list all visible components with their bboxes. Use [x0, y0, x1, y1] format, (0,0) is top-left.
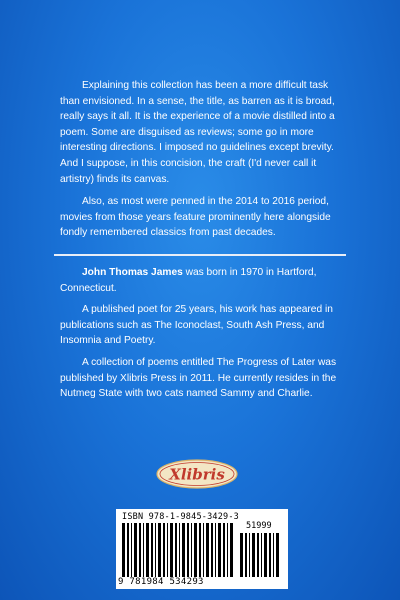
- supplement-barcode: [240, 533, 282, 577]
- barcode-bar: [240, 533, 243, 577]
- barcode-bar: [203, 523, 204, 577]
- section-divider: [54, 254, 346, 256]
- barcode-bar: [206, 523, 209, 577]
- barcode-bar: [230, 523, 233, 577]
- barcode-bar: [257, 533, 259, 577]
- barcode-bar: [187, 523, 189, 577]
- bio-paragraph-3: A collection of poems entitled The Progress of Later was published by Xlibris Press in 2011. He currently resides in the Nutmeg State with two cats named Sammy and Charlie.: [60, 356, 337, 400]
- barcode-bar: [139, 523, 141, 577]
- barcode-bar: [122, 523, 125, 577]
- ean-digits: 9 781984 534293: [118, 577, 204, 587]
- author-bio: [60, 265, 345, 408]
- xlibris-logo: [156, 459, 238, 489]
- barcode-bar: [170, 523, 173, 577]
- barcode-bar: [146, 523, 149, 577]
- barcode-bar: [261, 533, 262, 577]
- barcode-bar: [273, 533, 274, 577]
- barcode-bar: [264, 533, 267, 577]
- barcode-bar: [151, 523, 153, 577]
- ean-barcode: [122, 523, 236, 577]
- barcode-area: [116, 509, 288, 589]
- isbn-label: ISBN 978-1-9845-3429-3: [122, 512, 239, 522]
- barcode-bar: [252, 533, 255, 577]
- barcode-bar: [175, 523, 177, 577]
- barcode-bar: [245, 533, 247, 577]
- barcode-bar: [194, 523, 197, 577]
- barcode-bar: [155, 523, 156, 577]
- price-supplement: 51999: [246, 521, 272, 531]
- barcode-bar: [179, 523, 180, 577]
- book-blurb: [60, 78, 345, 248]
- barcode-bar: [134, 523, 137, 577]
- logo-text: Xlibris: [169, 465, 225, 484]
- bio-paragraph-1: [60, 265, 345, 296]
- barcode-bar: [218, 523, 221, 577]
- barcode-bar: [211, 523, 213, 577]
- barcode-bar: [127, 523, 129, 577]
- barcode-bar: [158, 523, 161, 577]
- barcode-bar: [167, 523, 168, 577]
- author-name: John Thomas James: [82, 267, 183, 278]
- barcode-bar: [131, 523, 132, 577]
- barcode-bar: [199, 523, 201, 577]
- blurb-paragraph-2: Also, as most were penned in the 2014 to 2016 period, movies from those years feature prominently here alongside fondly remembered classics from past decades.: [60, 196, 331, 239]
- barcode-bar: [163, 523, 165, 577]
- barcode-bar: [182, 523, 185, 577]
- bio-paragraph-2: A published poet for 25 years, his work has appeared in publications such as The Iconoclast, South Ash Press, and Insomnia and Poetry.: [60, 304, 333, 347]
- barcode-bar: [223, 523, 225, 577]
- barcode-bar: [249, 533, 250, 577]
- bio-birth-text: was born in 1970 in Hartford, Connecticut.: [60, 267, 317, 294]
- barcode-bar: [227, 523, 228, 577]
- blurb-paragraph-1: Explaining this collection has been a more difficult task than envisioned. In a sense, the title, as barren as it is broad, really says it all. It is the experience of a movie distilled into a poem. Some are disguised as reviews; some go in more interesting directions. I imposed no guidelines except brevity. And I suppose, in this concision, the craft (I'd never call it artistry) finds its canvas.: [60, 80, 335, 185]
- barcode-bar: [191, 523, 192, 577]
- barcode-bar: [269, 533, 271, 577]
- barcode-bar: [276, 533, 279, 577]
- barcode-bar: [143, 523, 144, 577]
- barcode-bar: [215, 523, 216, 577]
